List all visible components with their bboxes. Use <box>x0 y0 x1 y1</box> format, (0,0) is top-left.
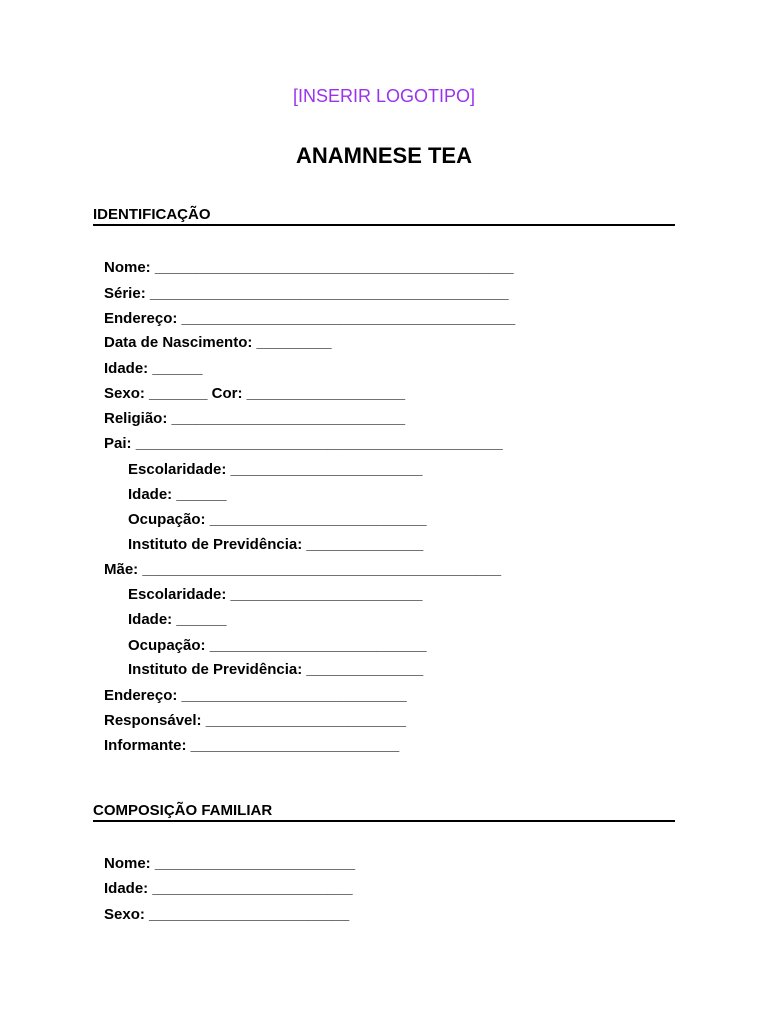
field-blank[interactable]: _________________________ <box>190 737 400 754</box>
field-pai[interactable] <box>104 435 503 453</box>
field-informante[interactable] <box>104 737 399 755</box>
field-blank[interactable]: ______________ <box>306 661 424 678</box>
field-label: Idade: <box>128 611 173 628</box>
field-label: Nome: <box>104 259 151 276</box>
field-blank[interactable]: ___________________ <box>246 385 406 402</box>
section-heading-composicao: COMPOSIÇÃO FAMILIAR <box>93 802 675 822</box>
field-pai-escolaridade[interactable] <box>128 461 422 479</box>
field-blank[interactable]: _______ <box>149 385 208 402</box>
field-blank[interactable]: __________________________ <box>209 637 427 654</box>
field-blank[interactable]: _______________________ <box>230 461 423 478</box>
field-endereco[interactable] <box>104 310 515 328</box>
field-responsavel[interactable] <box>104 712 406 730</box>
field-religiao[interactable] <box>104 410 405 428</box>
field-familia-nome[interactable] <box>104 855 355 873</box>
field-pai-previdencia[interactable] <box>128 536 423 554</box>
field-blank[interactable]: ___________________________ <box>181 687 407 704</box>
field-blank[interactable]: ___________________________________________ <box>149 285 509 302</box>
field-data-nascimento[interactable] <box>104 334 332 352</box>
field-mae-escolaridade[interactable] <box>128 586 422 604</box>
field-blank[interactable]: ___________________________________________ <box>142 561 502 578</box>
field-pai-ocupacao[interactable] <box>128 511 427 529</box>
field-label: Escolaridade: <box>128 586 227 603</box>
field-blank[interactable]: ________________________________________ <box>181 310 516 327</box>
field-blank[interactable]: ______ <box>176 486 227 503</box>
field-blank[interactable]: ______ <box>152 360 203 377</box>
field-label: Escolaridade: <box>128 461 227 478</box>
field-mae-ocupacao[interactable] <box>128 637 427 655</box>
field-nome[interactable] <box>104 259 514 277</box>
field-blank[interactable]: ___________________________________________ <box>154 259 514 276</box>
field-label: Idade: <box>104 360 149 377</box>
field-blank[interactable]: _______________________ <box>230 586 423 603</box>
field-label: Idade: <box>128 486 173 503</box>
field-label: Idade: <box>104 880 149 897</box>
field-blank[interactable]: ________________________ <box>149 906 350 923</box>
field-blank[interactable]: ______ <box>176 611 227 628</box>
field-label: Endereço: <box>104 687 178 704</box>
page-title: ANAMNESE TEA <box>295 143 472 168</box>
field-label: Série: <box>104 285 146 302</box>
field-label: Mãe: <box>104 561 139 578</box>
field-blank[interactable]: ____________________________________________ <box>135 435 503 452</box>
field-label: Sexo: <box>104 906 145 923</box>
logo-placeholder: [INSERIR LOGOTIPO] <box>292 86 476 106</box>
field-blank[interactable]: ________________________ <box>154 855 356 872</box>
field-pai-idade[interactable] <box>128 486 226 504</box>
field-label: Religião: <box>104 410 168 427</box>
field-blank[interactable]: ________________________ <box>152 880 353 897</box>
field-serie[interactable] <box>104 285 509 303</box>
field-label: Data de Nascimento: <box>104 334 253 351</box>
field-label: Instituto de Previdência: <box>128 661 303 678</box>
field-label: Endereço: <box>104 310 178 327</box>
field-blank[interactable]: ____________________________ <box>171 410 406 427</box>
field-label: Informante: <box>104 737 187 754</box>
field-sexo-cor[interactable] <box>104 385 405 403</box>
field-blank[interactable]: _________ <box>256 334 332 351</box>
field-blank[interactable]: __________________________ <box>209 511 427 528</box>
field-familia-idade[interactable] <box>104 880 353 898</box>
field-label: Ocupação: <box>128 637 206 654</box>
field-label: Nome: <box>104 855 151 872</box>
field-label: Pai: <box>104 435 132 452</box>
field-blank[interactable]: ______________ <box>306 536 424 553</box>
field-blank[interactable]: ________________________ <box>205 712 406 729</box>
field-familia-sexo[interactable] <box>104 906 349 924</box>
field-label: Sexo: <box>104 385 145 402</box>
field-idade[interactable] <box>104 360 202 378</box>
field-label: Cor: <box>211 385 243 402</box>
section-heading-identificacao: IDENTIFICAÇÃO <box>93 206 675 226</box>
field-label: Instituto de Previdência: <box>128 536 303 553</box>
field-endereco-2[interactable] <box>104 687 407 705</box>
field-label: Responsável: <box>104 712 202 729</box>
field-mae[interactable] <box>104 561 501 579</box>
field-mae-idade[interactable] <box>128 611 226 629</box>
field-mae-previdencia[interactable] <box>128 661 423 679</box>
field-label: Ocupação: <box>128 511 206 528</box>
